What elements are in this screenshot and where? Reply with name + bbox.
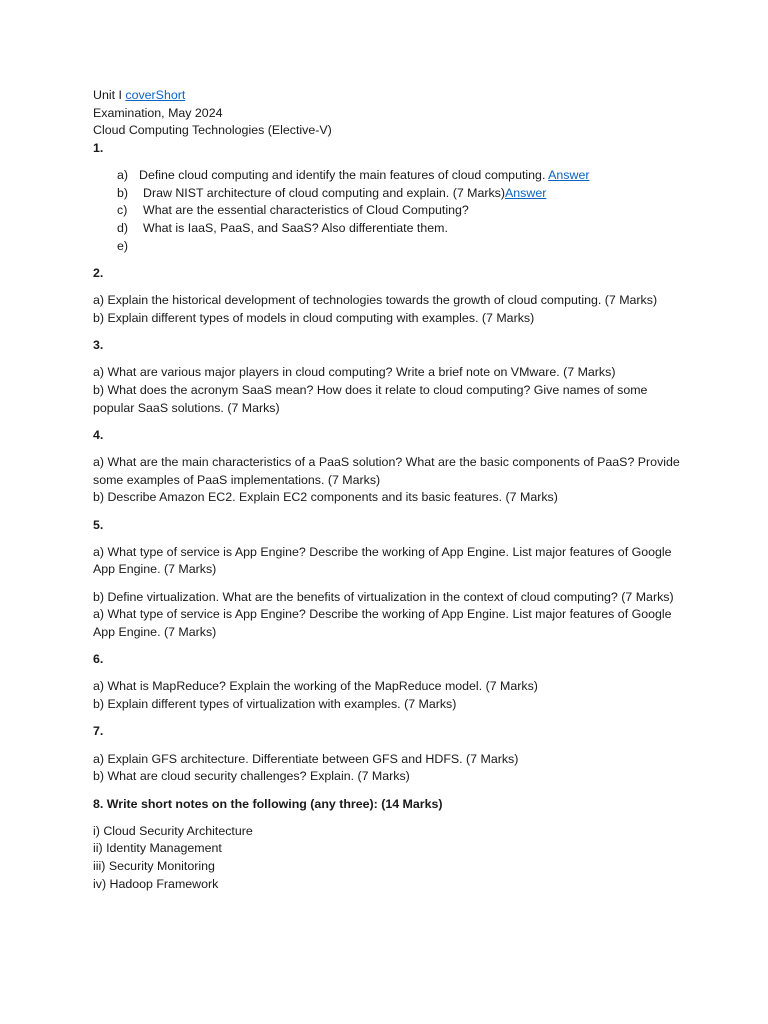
question-3a: a) What are various major players in cloud computing? Write a brief note on VMware. (7 Marks) (93, 365, 616, 380)
question-1-item-b: b) Draw NIST architecture of cloud computing and explain. (7 Marks)Answer (117, 185, 547, 200)
unit-prefix: Unit I (93, 88, 126, 102)
question-5b: b) Define virtualization. What are the benefits of virtualization in the context of cloud computing? (7 Marks) (93, 589, 674, 604)
question-8-item-iii: iii) Security Monitoring (93, 859, 215, 874)
question-7a: a) Explain GFS architecture. Differentiate between GFS and HDFS. (7 Marks) (93, 751, 519, 766)
question-1-item-c: c) What are the essential characteristics of Cloud Computing? (117, 203, 469, 218)
question-6a: a) What is MapReduce? Explain the working of the MapReduce model. (7 Marks) (93, 679, 538, 694)
unit-line (93, 87, 683, 105)
answer-link-1a[interactable]: Answer (548, 167, 590, 182)
question-8-heading: 8. Write short notes on the following (any three): (14 Marks) (93, 796, 443, 811)
question-8-item-ii: ii) Identity Management (93, 841, 222, 856)
question-5a: a) What type of service is App Engine? Describe the working of App Engine. List major features of Google App Engine. (7 Marks) (93, 544, 672, 577)
question-1-item-e: e) (117, 238, 129, 253)
course-title: Cloud Computing Technologies (Elective-V) (93, 123, 332, 138)
answer-link-1b[interactable]: Answer (505, 185, 547, 200)
cover-short-link[interactable]: coverShort (125, 88, 186, 102)
question-6-number: 6. (93, 652, 104, 667)
question-7-number: 7. (93, 724, 104, 739)
question-1-item-d: d) What is IaaS, PaaS, and SaaS? Also differentiate them. (117, 220, 448, 235)
question-7b: b) What are cloud security challenges? Explain. (7 Marks) (93, 769, 410, 784)
document-page (93, 87, 683, 894)
question-5-number: 5. (93, 517, 104, 532)
question-4a: a) What are the main characteristics of a PaaS solution? What are the basic components of PaaS? Provide some examples of PaaS implementations. (7 Marks) (93, 454, 680, 487)
question-3-number: 3. (93, 337, 104, 352)
question-5a-repeat: a) What type of service is App Engine? Describe the working of App Engine. List major features of Google App Engine. (7 Marks) (93, 607, 672, 640)
question-1-item-a: a) Define cloud computing and identify the main features of cloud computing. Answer (117, 167, 590, 182)
question-8-item-iv: iv) Hadoop Framework (93, 876, 219, 891)
question-2-number: 2. (93, 265, 104, 280)
question-4-number: 4. (93, 427, 104, 442)
question-1-list (93, 167, 683, 256)
question-4b: b) Describe Amazon EC2. Explain EC2 components and its basic features. (7 Marks) (93, 490, 558, 505)
question-2b: b) Explain different types of models in cloud computing with examples. (7 Marks) (93, 310, 535, 325)
exam-line: Examination, May 2024 (93, 105, 223, 120)
question-6b: b) Explain different types of virtualization with examples. (7 Marks) (93, 697, 457, 712)
question-8-item-i: i) Cloud Security Architecture (93, 823, 253, 838)
question-2a: a) Explain the historical development of technologies towards the growth of cloud computing. (7 Marks) (93, 293, 658, 308)
question-3b: b) What does the acronym SaaS mean? How does it relate to cloud computing? Give names of some popular SaaS solutions. (7 Marks) (93, 382, 648, 415)
question-1-number: 1. (93, 141, 104, 156)
